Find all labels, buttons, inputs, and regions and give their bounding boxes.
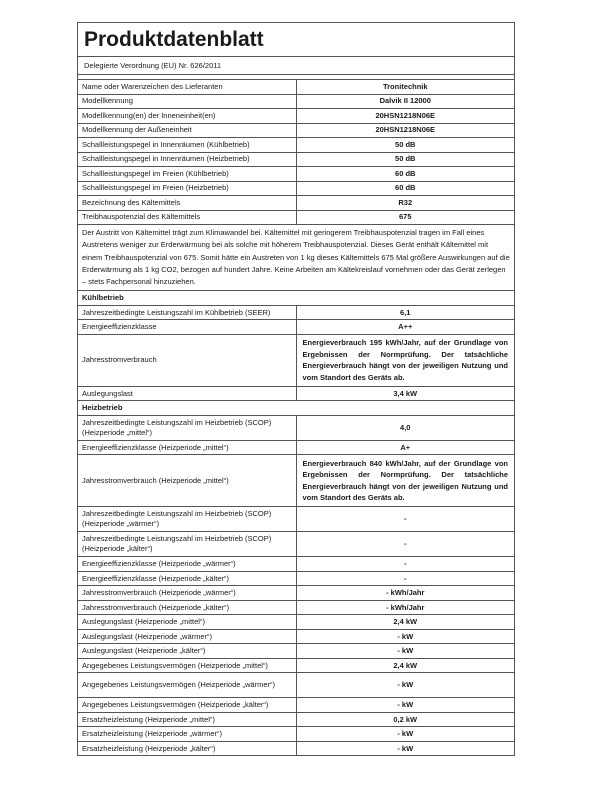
table-row: [78, 334, 514, 386]
row-label: Modellkennung der Außeneinheit: [78, 123, 296, 138]
row-value: -: [296, 557, 514, 572]
row-value: 60 dB: [296, 181, 514, 196]
table-row: [78, 600, 514, 615]
table-row: [78, 123, 514, 138]
row-label: Energieeffizienzklasse: [78, 320, 296, 335]
table-row: [78, 80, 514, 94]
table-row: [78, 741, 514, 755]
cooling-heading: Kühlbetrieb: [78, 291, 514, 306]
table-row: [78, 455, 514, 507]
table-row: [78, 196, 514, 211]
row-label: Modellkennung: [78, 94, 296, 109]
row-label: Modellkennung(en) der Inneneinheit(en): [78, 109, 296, 124]
row-value: - kWh/Jahr: [296, 600, 514, 615]
row-value: 50 dB: [296, 138, 514, 153]
row-label: Schallleistungspegel in Innenräumen (Kühlbetrieb): [78, 138, 296, 153]
table-row: [78, 152, 514, 167]
row-label: Ersatzheizleistung (Heizperiode „wärmer“): [78, 727, 296, 742]
row-label: Jahreszeitbedingte Leistungszahl im Heizbetrieb (SCOP) (Heizperiode „mittel“): [78, 415, 296, 440]
row-label: Energieeffizienzklasse (Heizperiode „mittel“): [78, 440, 296, 455]
row-value: 50 dB: [296, 152, 514, 167]
refrigerant-note-row: [78, 225, 514, 291]
row-label: Jahresstromverbrauch (Heizperiode „kälter“): [78, 600, 296, 615]
section-row: [78, 401, 514, 416]
table-row: [78, 210, 514, 225]
table-row: [78, 181, 514, 196]
row-label: Name oder Warenzeichen des Lieferanten: [78, 80, 296, 94]
row-label: Energieeffizienzklasse (Heizperiode „kälter“): [78, 571, 296, 586]
table-row: [78, 712, 514, 727]
table-row: [78, 507, 514, 532]
row-label: Jahreszeitbedingte Leistungszahl im Heizbetrieb (SCOP) (Heizperiode „kälter“): [78, 532, 296, 557]
table-row: [78, 586, 514, 601]
row-label: Auslegungslast (Heizperiode „mittel“): [78, 615, 296, 630]
table-row: [78, 532, 514, 557]
page-title: Produktdatenblatt: [78, 23, 514, 57]
row-label: Jahreszeitbedingte Leistungszahl im Kühlbetrieb (SEER): [78, 305, 296, 320]
row-label: Angegebenes Leistungsvermögen (Heizperiode „mittel“): [78, 658, 296, 673]
row-label: Bezeichnung des Kältemittels: [78, 196, 296, 211]
table-row: [78, 557, 514, 572]
row-value: Tronitechnik: [296, 80, 514, 94]
table-row: [78, 109, 514, 124]
row-label: Ersatzheizleistung (Heizperiode „kälter“): [78, 741, 296, 755]
row-value: 3,4 kW: [296, 386, 514, 401]
regulation-subtitle: Delegierte Verordnung (EU) Nr. 626/2011: [78, 57, 514, 75]
row-value: R32: [296, 196, 514, 211]
row-label: Schallleistungspegel im Freien (Kühlbetrieb): [78, 167, 296, 182]
row-value: 2,4 kW: [296, 658, 514, 673]
row-value: 4,0: [296, 415, 514, 440]
section-row: [78, 291, 514, 306]
row-value: -: [296, 571, 514, 586]
heating-heading: Heizbetrieb: [78, 401, 514, 416]
table-row: [78, 305, 514, 320]
row-value: - kW: [296, 644, 514, 659]
row-value: 20HSN1218N06E: [296, 109, 514, 124]
row-value: 60 dB: [296, 167, 514, 182]
row-value: - kW: [296, 727, 514, 742]
row-label: Auslegungslast (Heizperiode „kälter“): [78, 644, 296, 659]
row-value: 0,2 kW: [296, 712, 514, 727]
row-label: Auslegungslast (Heizperiode „wärmer“): [78, 629, 296, 644]
refrigerant-note: Der Austritt von Kältemittel trägt zum Klimawandel bei. Kältemittel mit geringerem Treibhauspotenzial tragen im Fall eines Austretens weniger zur Erderwärmung bei als solche mit höherem Treibhauspotenzial. Dieses Gerät enthält Kältemittel mit einem Treibhauspotenzial von 675. Somit hätte ein Austreten von 1 kg dieses Kältemittels 675 Mal größere Auswirkungen auf die Erderwärmung als 1 kg CO2, bezogen auf hundert Jahre. Keine Arbeiten am Kältekreislauf vornehmen oder das Gerät zerlegen – stets Fachpersonal hinzuziehen.: [78, 225, 514, 291]
table-row: [78, 94, 514, 109]
table-row: [78, 415, 514, 440]
table-row: [78, 644, 514, 659]
table-row: [78, 138, 514, 153]
row-label: Schallleistungspegel im Freien (Heizbetrieb): [78, 181, 296, 196]
row-label: Angegebenes Leistungsvermögen (Heizperiode „kälter“): [78, 698, 296, 713]
row-label: Treibhauspotenzial des Kältemittels: [78, 210, 296, 225]
row-value: 675: [296, 210, 514, 225]
row-label: Jahresstromverbrauch (Heizperiode „mittel“): [78, 455, 296, 507]
row-value: - kW: [296, 629, 514, 644]
table-row: [78, 698, 514, 713]
table-row: [78, 673, 514, 698]
table-row: [78, 167, 514, 182]
table-row: [78, 615, 514, 630]
row-value: Dalvik II 12000: [296, 94, 514, 109]
row-value: A+: [296, 440, 514, 455]
row-label: Energieeffizienzklasse (Heizperiode „wärmer“): [78, 557, 296, 572]
row-label: Jahresstromverbrauch: [78, 334, 296, 386]
spec-table: [78, 80, 514, 755]
table-row: [78, 320, 514, 335]
row-value: Energieverbrauch 195 kWh/Jahr, auf der Grundlage von Ergebnissen der Normprüfung. Der tatsächliche Energieverbrauch hängt von der jeweiligen Nutzung und vom Standort des Geräts ab.: [296, 334, 514, 386]
row-value: 20HSN1218N06E: [296, 123, 514, 138]
table-row: [78, 658, 514, 673]
row-value: 2,4 kW: [296, 615, 514, 630]
row-value: A++: [296, 320, 514, 335]
row-value: - kW: [296, 673, 514, 698]
row-label: Angegebenes Leistungsvermögen (Heizperiode „wärmer“): [78, 673, 296, 698]
table-row: [78, 440, 514, 455]
row-value: -: [296, 532, 514, 557]
row-value: - kWh/Jahr: [296, 586, 514, 601]
row-label: Schallleistungspegel in Innenräumen (Heizbetrieb): [78, 152, 296, 167]
row-value: - kW: [296, 741, 514, 755]
product-data-sheet: [77, 22, 515, 756]
row-value: - kW: [296, 698, 514, 713]
row-value: Energieverbrauch 840 kWh/Jahr, auf der Grundlage von Ergebnissen der Normprüfung. Der tatsächliche Energieverbrauch hängt von der jeweiligen Nutzung und vom Standort des Geräts ab.: [296, 455, 514, 507]
table-row: [78, 629, 514, 644]
row-label: Jahreszeitbedingte Leistungszahl im Heizbetrieb (SCOP) (Heizperiode „wärmer“): [78, 507, 296, 532]
row-label: Auslegungslast: [78, 386, 296, 401]
row-label: Jahresstromverbrauch (Heizperiode „wärmer“): [78, 586, 296, 601]
table-row: [78, 386, 514, 401]
row-value: 6,1: [296, 305, 514, 320]
row-label: Ersatzheizleistung (Heizperiode „mittel“): [78, 712, 296, 727]
row-value: -: [296, 507, 514, 532]
table-row: [78, 727, 514, 742]
table-row: [78, 571, 514, 586]
